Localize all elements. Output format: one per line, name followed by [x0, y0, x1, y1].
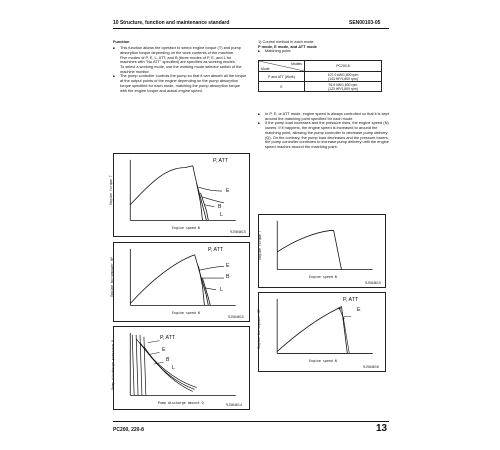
chart2-label-b: B [226, 274, 230, 280]
page-number: 13 [376, 423, 388, 434]
control-method-heading: 1) Control method in each mode [258, 39, 314, 44]
matching-point-table [258, 60, 382, 92]
chart5-code: 9J504616 [363, 365, 379, 369]
chart4-xlabel: Engine speed N [309, 275, 337, 279]
chart5-label-e: E [357, 307, 361, 313]
table-row [259, 72, 382, 82]
chart2-label-p-att: P, ATT [208, 247, 224, 253]
chart3-code: 9J504614 [226, 403, 242, 407]
bullet-1-modes-text: Five modes of P, E, L, ATT, and B (three modes of P, E, and L for machines with "No ATT" specified) are specified as working modes. [120, 54, 236, 65]
function-bullets [113, 46, 247, 93]
chart1-label-e: E [226, 188, 230, 194]
value-kw: 107.0 kW/1,800 rpm [327, 72, 359, 77]
table-row-value [305, 72, 382, 82]
bullet-1-text: ■ This function allows the operator to select engine torque (T) and pump absorption torque depending on the work contents of the machine. [120, 45, 241, 55]
pump-pressure-chart [110, 326, 250, 410]
chart5-xlabel: Engine speed N [309, 359, 337, 363]
corner-models: Models [291, 61, 302, 66]
value-kw: 91.9 kW/1,800 rpm [328, 82, 358, 87]
chart3-ylabel: Pump discharge pressure P [110, 340, 115, 390]
chart1-code: 9J504615 [230, 230, 246, 234]
engine-torque-plot [114, 154, 249, 236]
mode-bullet-2-text: ■ If the pump load increases and the pressure rises, the engine speed (N) lowers. If it happens, the engine speed is increased to around the matching point, allowing the pump controller to decrease pump delivery (Q). On the contrary, the pump load decreases and the pressure lowers, the pump controller continues to increase pump delivery until the engine speed reaches around the matching point. [265, 120, 389, 149]
table-header-row [259, 61, 382, 72]
pump-pressure-plot [114, 327, 249, 409]
engine-horsepower-chart [109, 242, 250, 322]
chart3-label-b: B [166, 357, 170, 363]
right-bullets-block [258, 112, 390, 150]
function-bullet-1 [113, 46, 247, 74]
function-heading: Function [113, 39, 130, 44]
table-row-mode: P and ATT (Work) [259, 72, 305, 82]
engine-horsepower-plot [114, 243, 249, 321]
table-row [259, 82, 382, 92]
corner-mode: Mode [261, 66, 270, 71]
mode-bullet-1-text: ■ In P, E, or ATT mode, engine speed is always controlled so that it is kept around the matching point specified for each mode. [265, 111, 389, 121]
chart1-label-p-att: P, ATT [213, 158, 229, 164]
chart5-ylabel: Engine horsepower HP [256, 309, 261, 349]
matching-point-bullet [258, 49, 390, 54]
section-title: 10 Structure, function and maintenance standard [113, 20, 230, 26]
chart3-label-p-att: P, ATT [160, 335, 176, 341]
chart4-code: 9J504615 [365, 281, 381, 285]
chart2-ylabel: Engine horsepower HP [109, 257, 114, 297]
value-hp: {123 HP/1,800 rpm} [328, 86, 358, 91]
chart3-label-l: L [172, 365, 175, 371]
header-rule [113, 28, 389, 29]
table-corner-cell [259, 61, 305, 72]
chart1-label-b: B [218, 204, 222, 210]
document-code: SEN00103-05 [349, 20, 381, 26]
chart1-xlabel: Engine speed N [172, 226, 200, 230]
chart1-ylabel: Engine torque T [108, 175, 113, 205]
chart3-label-e: E [162, 347, 166, 353]
chart4-ylabel: Engine torque T [257, 230, 262, 260]
left-text-block [113, 40, 247, 93]
chart2-label-l: L [220, 287, 223, 293]
matching-horsepower-chart [258, 292, 386, 372]
matching-torque-chart [258, 214, 386, 288]
table-model-header: PC200-8 [305, 61, 382, 72]
right-text-block [258, 40, 390, 54]
table-row-mode: E [259, 82, 305, 92]
table-row-value [305, 82, 382, 92]
function-bullet-2 [113, 74, 247, 93]
chart2-code: 9J504615 [228, 315, 244, 319]
mode-heading: P mode, E mode, and ATT mode [258, 43, 317, 49]
footer-model: PC200, 220-8 [113, 427, 144, 433]
chart2-label-e: E [226, 263, 230, 269]
bullet-2-text: ■ The pump controller controls the pump so that it can absorb all the torque at the output points of the engine depending on the pump absorption torque specified for each mode, matching the pump absorption torque with the engine torque and actual engine speed. [120, 73, 247, 93]
chart3-xlabel: Pump discharge amount Q [158, 401, 204, 405]
engine-torque-chart [108, 153, 250, 237]
footer-rule [113, 421, 389, 422]
chart1-label-l: L [220, 212, 223, 218]
value-hp: {143 HP/1,800 rpm} [328, 76, 358, 81]
chart5-label-p-att: P, ATT [343, 297, 359, 303]
matching-point-label: Matching point: [265, 48, 292, 54]
chart2-xlabel: Engine speed N [172, 311, 200, 315]
mode-bullet-2 [258, 121, 390, 149]
bullet-1-select-text: To select a working mode, use the working mode selector switch of the machine monitor. [120, 64, 242, 74]
